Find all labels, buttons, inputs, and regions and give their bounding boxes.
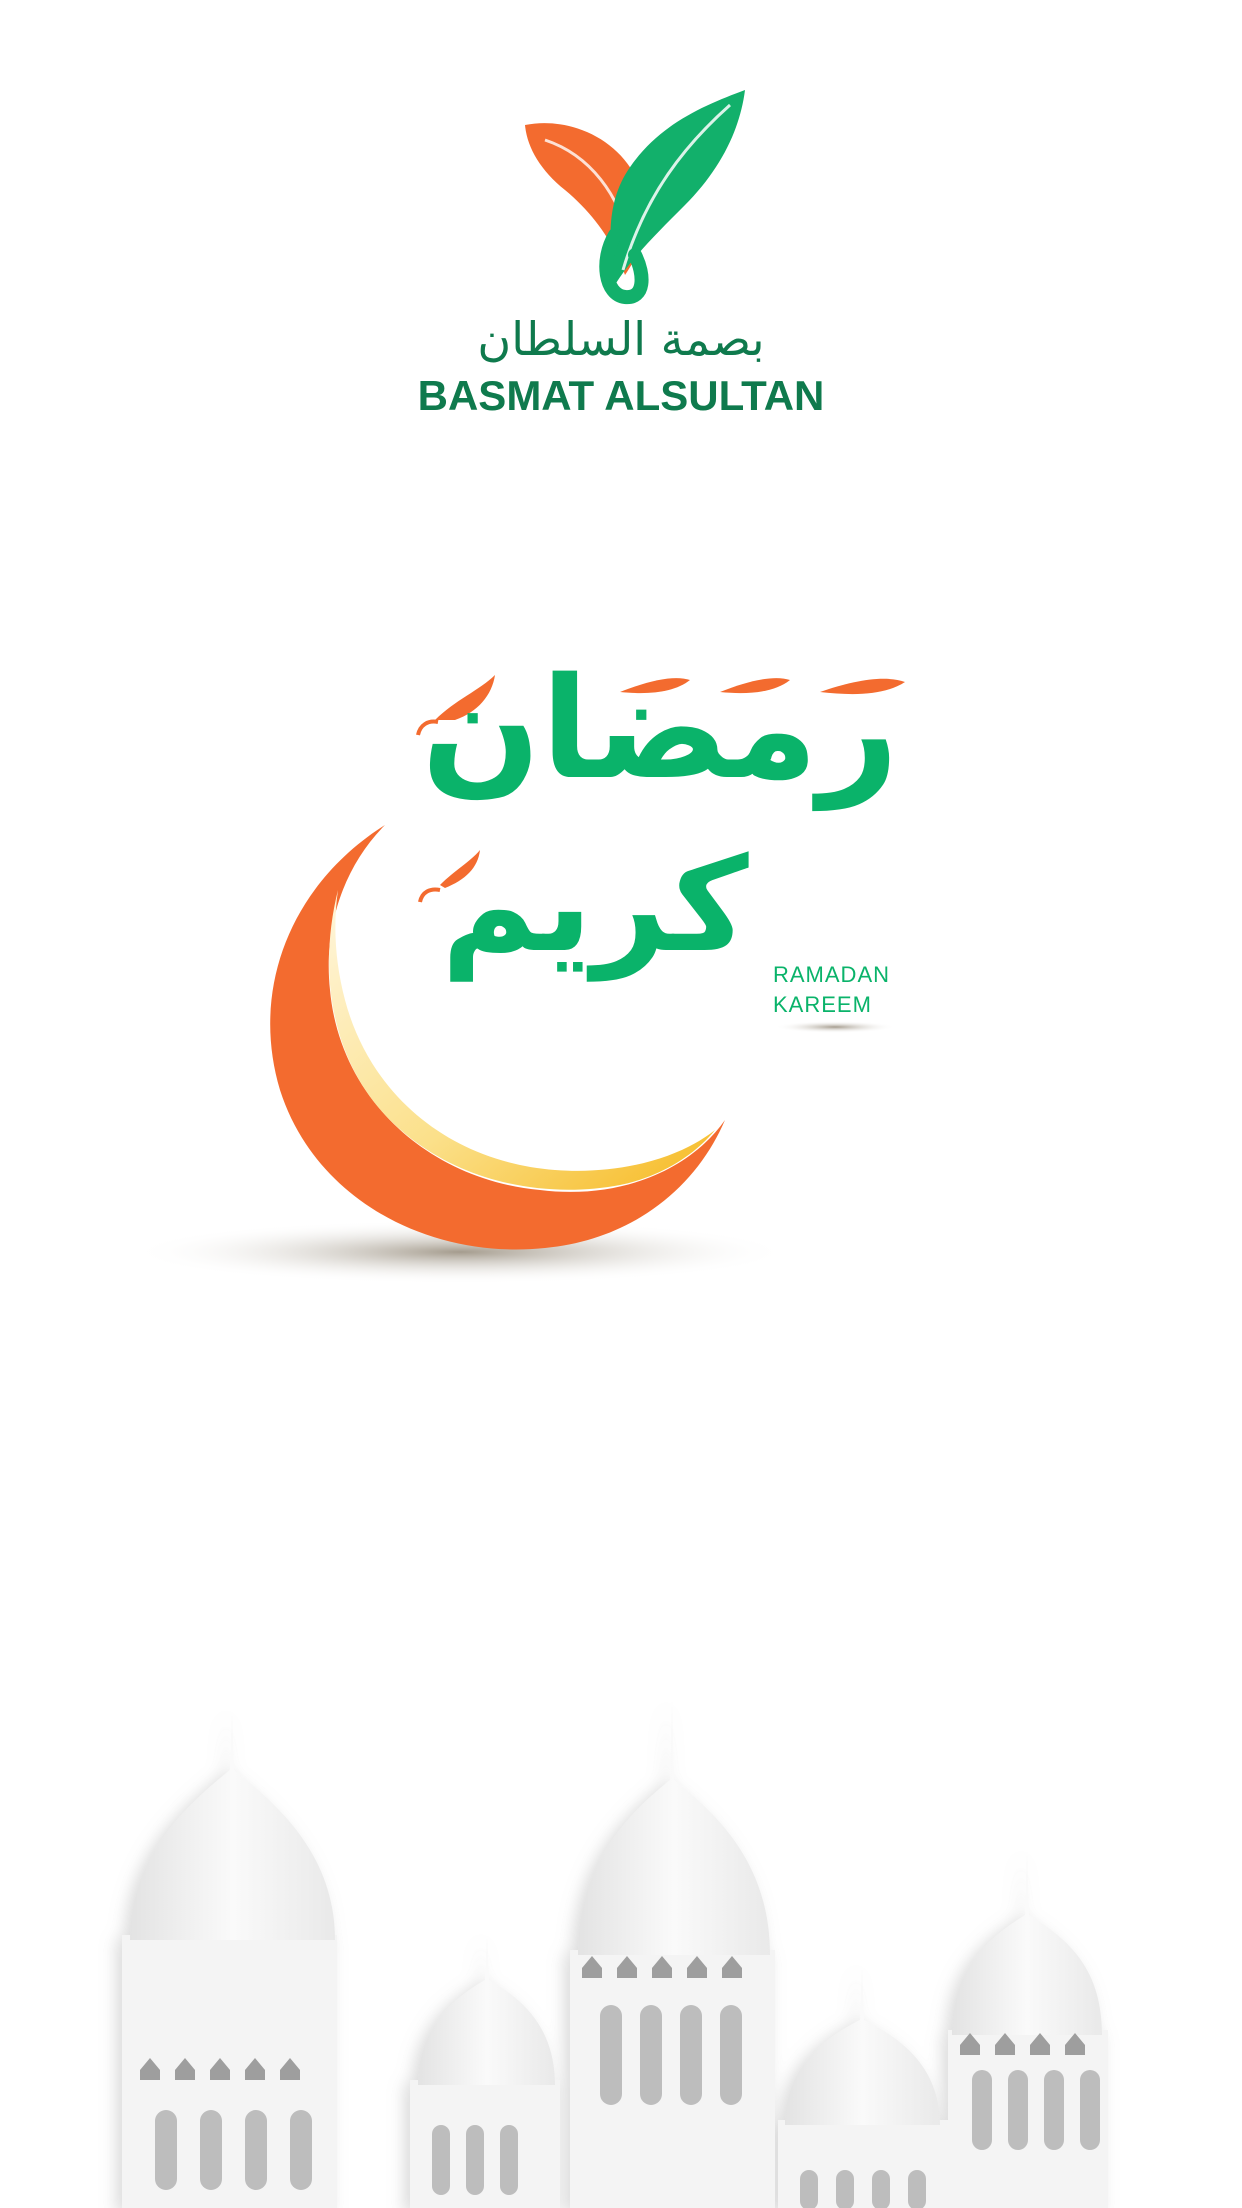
brand-name-english: BASMAT ALSULTAN — [417, 372, 825, 419]
ramadan-greeting — [0, 640, 1242, 1300]
brand-logo — [0, 0, 1242, 460]
ramadan-kareem-english — [773, 960, 890, 1020]
calligraphy-ramadan: رمضان — [421, 648, 899, 811]
ramadan-text: RAMADAN — [773, 962, 891, 987]
mosque-silhouette-icon — [0, 1700, 1242, 2208]
brand-name-arabic: بصمة السلطان — [477, 312, 765, 366]
kareem-text: KAREEM — [773, 992, 872, 1017]
leaf-logo-icon — [505, 85, 755, 310]
calligraphy-kareem: كريم — [441, 829, 749, 981]
